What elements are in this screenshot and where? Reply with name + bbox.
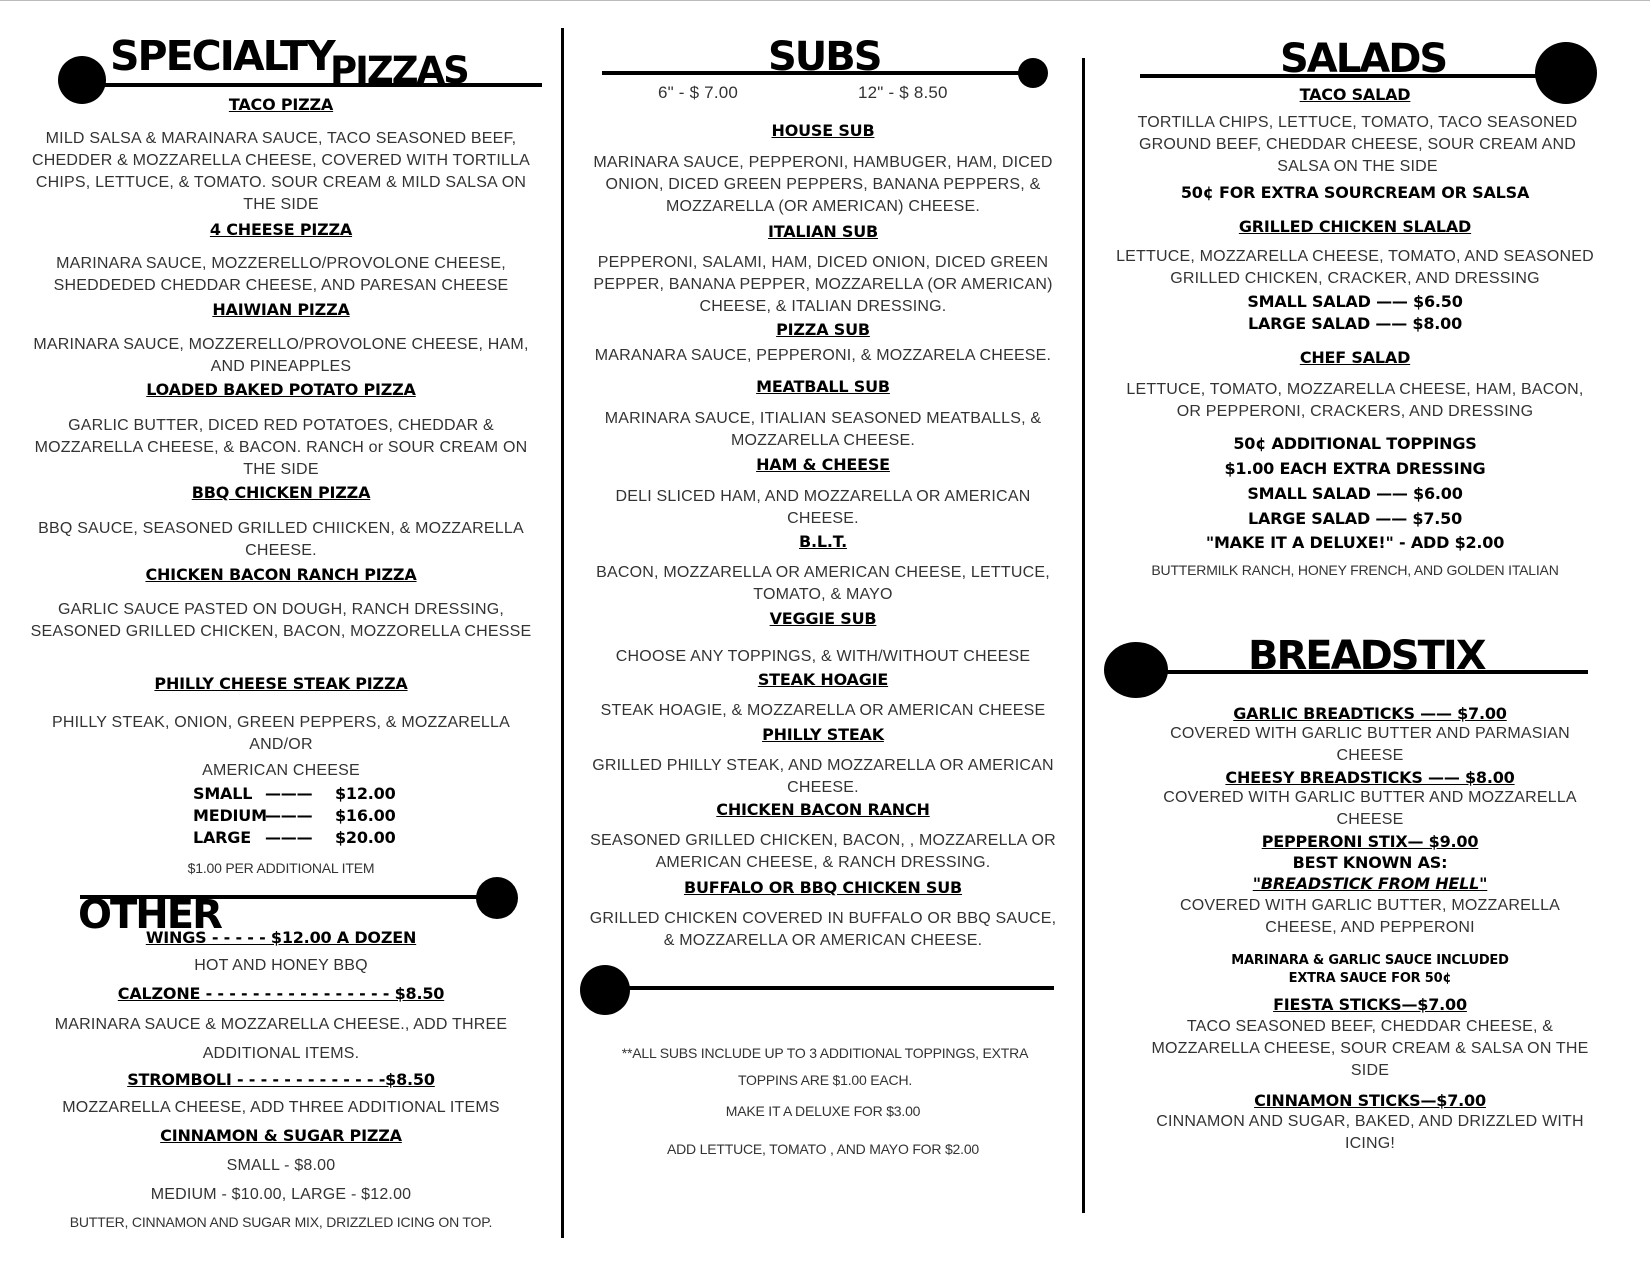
section-header-dot [1018,58,1048,88]
menu-item-desc: MARANARA SAUCE, PEPPERONI, & MOZZARELA CHEESE. [594,347,1052,364]
menu-item-name: 4 CHEESE PIZZA [209,220,353,239]
menu-item-name: HAIWIAN PIZZA [212,300,350,319]
salad-price-large: LARGE SALAD —— $8.00 [1247,314,1463,333]
menu-item-desc: MARINARA SAUCE & MOZZARELLA CHEESE., ADD THREE ADDITIONAL ITEMS. [54,1016,508,1062]
menu-item-desc: COVERED WITH GARLIC BUTTER AND PARMASIAN CHEESE [1170,725,1570,764]
menu-item-desc: GRILLED PHILLY STEAK, AND MOZZARELLA OR AMERICAN CHEESE. [592,757,1054,796]
menu-item-desc: BBQ SAUCE, SEASONED GRILLED CHIICKEN, & MOZZARELLA CHEESE. [38,520,524,559]
menu-item-name: CHICKEN BACON RANCH [716,800,930,819]
sub-price-6-inch: 6" - $ 7.00 [658,83,739,102]
menu-item-desc: SEASONED GRILLED CHICKEN, BACON, , MOZZARELLA OR AMERICAN CHEESE, & RANCH DRESSING. [590,832,1056,871]
menu-item-name: MEATBALL SUB [756,377,890,396]
menu-item-desc-extra: AMERICAN CHEESE [202,762,360,779]
column-divider-right [1082,58,1085,1213]
menu-item-price-small: SMALL - $8.00 [226,1157,336,1174]
price-row: LARGE ——— $20.00 [193,828,396,847]
subs-note-ltm: ADD LETTUCE, TOMATO , AND MAYO FOR $2.00 [667,1141,979,1157]
menu-item-desc: CINNAMON AND SUGAR, BAKED, AND DRIZZLED WITH ICING! [1156,1113,1584,1152]
menu-item-desc: MARINARA SAUCE, ITIALIAN SEASONED MEATBALLS, & MOZZARELLA CHEESE. [604,410,1042,449]
menu-item-price-medium-large: MEDIUM - $10.00, LARGE - $12.00 [150,1186,412,1203]
menu-item-desc: PEPPERONI, SALAMI, HAM, DICED ONION, DICED GREEN PEPPER, BANANA PEPPER, MOZZARELLA (OR AMERICAN) CHEESE, & ITALIAN DRESSING. [593,254,1053,315]
page-top-border [0,0,1650,1]
menu-item-name: TACO SALAD [1299,85,1411,104]
salad-extra-line: SMALL SALAD —— $6.00 [1247,484,1463,503]
menu-item-name: BUFFALO OR BBQ CHICKEN SUB [683,878,963,897]
price-row: SMALL ——— $12.00 [193,784,396,803]
section-title-pizzas: PIZZAS [330,49,468,92]
section-rule [610,986,1054,990]
salad-extra-line: "MAKE IT A DELUXE!" - ADD $2.00 [1205,533,1505,552]
section-header-rule [80,83,542,87]
menu-item-desc: LETTUCE, TOMATO, MOZZARELLA CHEESE, HAM, BACON, OR PEPPERONI, CRACKERS, AND DRESSING [1126,381,1584,420]
salad-extra-line: 50¢ ADDITIONAL TOPPINGS [1233,434,1477,453]
price-row: MEDIUM ——— $16.00 [193,806,396,825]
menu-item-name: CINNAMON STICKS—$7.00 [1254,1091,1486,1110]
pizza-price-list [180,784,420,850]
salad-price-small: SMALL SALAD —— $6.50 [1247,292,1463,311]
menu-item-desc: PHILLY STEAK, ONION, GREEN PEPPERS, & MOZZARELLA AND/OR [51,714,511,753]
menu-item-name: WINGS - - - - - $12.00 A DOZEN [145,928,417,947]
dressing-options: BUTTERMILK RANCH, HONEY FRENCH, AND GOLDEN ITALIAN [1151,562,1559,578]
sauce-note: MARINARA & GARLIC SAUCE INCLUDED [1231,953,1509,968]
menu-item-name: CHICKEN BACON RANCH PIZZA [145,565,417,584]
menu-item-name: CHEESY BREADSTICKS —— $8.00 [1225,768,1515,787]
menu-item-name: CHEF SALAD [1299,348,1411,367]
subs-note-deluxe: MAKE IT A DELUXE FOR $3.00 [725,1103,921,1119]
menu-item-desc: MILD SALSA & MARAINARA SAUCE, TACO SEASONED BEEF, CHEDDER & MOZZARELLA CHEESE, COVERED WITH TORTILLA CHIPS, LETTUCE, & TOMATO. SOUR CREAM & MILD SALSA ON THE SIDE [31,130,531,213]
menu-item-name: CINNAMON & SUGAR PIZZA [160,1126,402,1145]
menu-item-name: PHILLY CHEESE STEAK PIZZA [154,674,408,693]
menu-item-desc: HOT AND HONEY BBQ [194,957,368,974]
menu-item-desc: STEAK HOAGIE, & MOZZARELLA OR AMERICAN CHEESE [600,702,1046,719]
menu-item-desc: GARLIC BUTTER, DICED RED POTATOES, CHEDDAR & MOZZARELLA CHEESE, & BACON. RANCH or SOUR CREAM ON THE SIDE [34,417,528,478]
additional-item-note: $1.00 PER ADDITIONAL ITEM [187,860,375,876]
menu-item-name: VEGGIE SUB [769,609,877,628]
menu-item-name: GRILLED CHICKEN SLALAD [1238,217,1472,236]
sauce-note: EXTRA SAUCE FOR 50¢ [1288,971,1452,986]
menu-item-desc: COVERED WITH GARLIC BUTTER AND MOZZARELLA CHEESE [1163,789,1577,828]
sub-price-12-inch: 12" - $ 8.50 [858,83,948,102]
menu-item-name: STEAK HOAGIE [757,670,889,689]
menu-item-name: GARLIC BREADTICKS —— $7.00 [1233,704,1507,723]
subs-note-toppings: **ALL SUBS INCLUDE UP TO 3 ADDITIONAL TOPPINGS, EXTRA TOPPINS ARE $1.00 EACH. [621,1045,1029,1088]
menu-item-desc: DELI SLICED HAM, AND MOZZARELLA OR AMERICAN CHEESE. [615,488,1031,527]
menu-item-desc: COVERED WITH GARLIC BUTTER, MOZZARELLA CHEESE, AND PEPPERONI [1179,897,1561,936]
salad-extra-line: LARGE SALAD —— $7.50 [1247,509,1463,528]
menu-item-desc: GRILLED CHICKEN COVERED IN BUFFALO OR BBQ SAUCE, & MOZZARELLA OR AMERICAN CHEESE. [589,910,1057,949]
menu-item-name: B.L.T. [799,532,847,551]
menu-item-desc: CHOOSE ANY TOPPINGS, & WITH/WITHOUT CHEESE [615,648,1031,665]
section-title-subs: SUBS [768,34,881,80]
salad-extra-line: $1.00 EACH EXTRA DRESSING [1224,459,1486,478]
menu-item-name: CALZONE - - - - - - - - - - - - - - - - $8.50 [117,984,445,1003]
menu-item-name: PHILLY STEAK [762,725,884,744]
section-title-other: OTHER [78,892,221,938]
menu-item-name: TACO PIZZA [228,95,334,114]
menu-item-desc: BACON, MOZZARELLA OR AMERICAN CHEESE, LETTUCE, TOMATO, & MAYO [596,564,1050,603]
menu-item-desc: MARINARA SAUCE, MOZZERELLO/PROVOLONE CHEESE, HAM, AND PINEAPPLES [33,336,529,375]
menu-item-name: HOUSE SUB [771,121,875,140]
menu-item-desc: TACO SEASONED BEEF, CHEDDAR CHEESE, & MOZZARELLA CHEESE, SOUR CREAM & SALSA ON THE SIDE [1151,1018,1589,1079]
menu-item-name: FIESTA STICKS—$7.00 [1273,995,1467,1014]
menu-item-desc: MARINARA SAUCE, MOZZERELLO/PROVOLONE CHEESE, SHEDDEDED CHEDDAR CHEESE, AND PARESAN CHEESE [53,255,509,294]
menu-item-name: PEPPERONI STIX— $9.00 [1261,832,1479,851]
menu-item-desc: MARINARA SAUCE, PEPPERONI, HAMBUGER, HAM, DICED ONION, DICED GREEN PEPPERS, BANANA PEPPERS, & MOZZARELLA (OR AMERICAN) CHEESE. [593,154,1053,215]
menu-item-name: LOADED BAKED POTATO PIZZA [146,380,416,399]
section-header-dot [476,877,518,919]
section-title-specialty: SPECIALTY [110,32,334,80]
salad-extra-note: 50¢ FOR EXTRA SOURCREAM OR SALSA [1180,183,1530,202]
menu-item-desc: MOZZARELLA CHEESE, ADD THREE ADDITIONAL ITEMS [62,1099,500,1116]
section-title-breadstix: BREADSTIX [1248,633,1485,679]
menu-item-desc: GARLIC SAUCE PASTED ON DOUGH, RANCH DRESSING, SEASONED GRILLED CHICKEN, BACON, MOZZORELLA CHESSE [30,601,532,640]
menu-item-name: STROMBOLI - - - - - - - - - - - - -$8.50 [127,1070,435,1089]
menu-item-name: PIZZA SUB [776,320,870,339]
menu-item-name: BBQ CHICKEN PIZZA [191,483,371,502]
menu-item-desc: LETTUCE, MOZZARELLA CHEESE, TOMATO, AND SEASONED GRILLED CHICKEN, CRACKER, AND DRESSING [1116,248,1594,287]
menu-item-desc: TORTILLA CHIPS, LETTUCE, TOMATO, TACO SEASONED GROUND BEEF, CHEDDAR CHEESE, SOUR CREAM AND SALSA ON THE SIDE [1137,114,1578,175]
breadstick-nickname: "BREADSTICK FROM HELL" [1252,874,1488,893]
column-divider-left [561,28,564,1238]
menu-item-name: HAM & CHEESE [756,455,890,474]
menu-item-desc: BUTTER, CINNAMON AND SUGAR MIX, DRIZZLED ICING ON TOP. [69,1214,493,1230]
best-known-label: BEST KNOWN AS: [1292,853,1448,872]
section-title-salads: SALADS [1280,36,1447,82]
section-header-dot [580,965,630,1015]
menu-item-name: ITALIAN SUB [767,222,878,241]
